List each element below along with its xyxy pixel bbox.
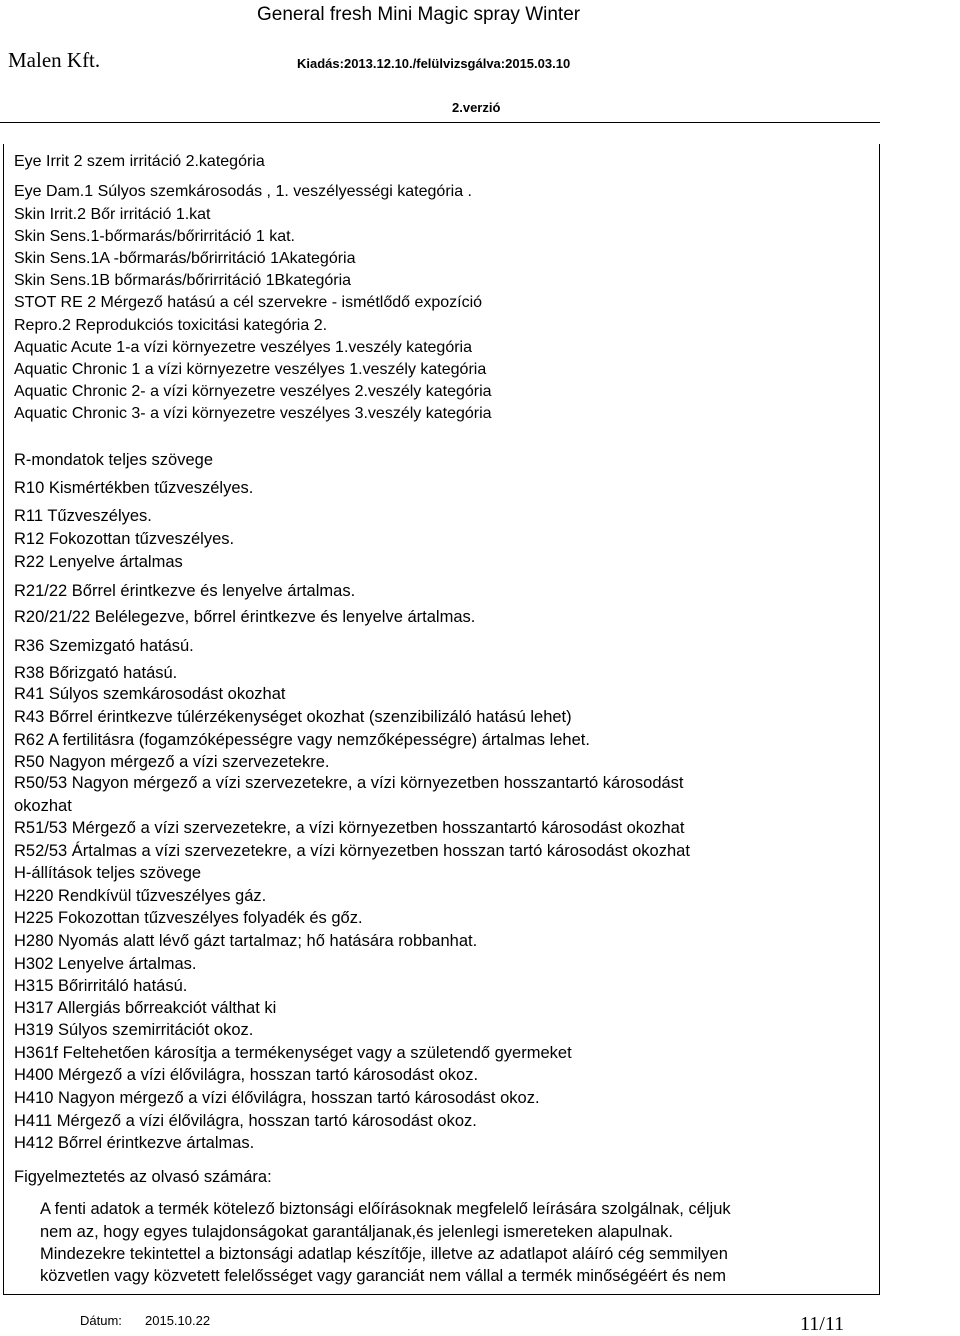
r-phrase-item: R43 Bőrrel érintkezve túlérzékenységet okozhat (szenzibilizáló hatású lehet) [14, 708, 572, 726]
document-title: General fresh Mini Magic spray Winter [257, 4, 581, 25]
r-phrase-item: R11 Tűzveszélyes. [14, 507, 152, 525]
footer-date: 2015.10.22 [145, 1313, 211, 1328]
h-statement-item: H225 Fokozottan tűzveszélyes folyadék és gőz. [14, 909, 363, 927]
hazard-class-item: Skin Irrit.2 Bőr irritáció 1.kat [14, 206, 211, 223]
h-statement-item: H302 Lenyelve ártalmas. [14, 955, 197, 973]
warning-line: A fenti adatok a termék kötelező biztonsági előírásoknak megfelelő leírására szolgálnak, céljuk [40, 1200, 731, 1218]
r-phrases-heading: R-mondatok teljes szövege [14, 451, 214, 469]
r-phrase-item: R50 Nagyon mérgező a vízi szervezetekre. [14, 753, 330, 771]
h-statement-item: H361f Feltehetően károsítja a termékenységet vagy a születendő gyermeket [14, 1044, 572, 1062]
warning-line: közvetlen vagy közvetett felelősséget vagy garanciát nem vállal a termék minőségéért és nem [40, 1267, 727, 1285]
hazard-class-item: Repro.2 Reprodukciós toxicitási kategória 2. [14, 317, 328, 334]
r-phrase-item: R38 Bőrizgató hatású. [14, 664, 178, 682]
hazard-class-item: Skin Sens.1-bőrmarás/bőrirritáció 1 kat. [14, 228, 295, 245]
r-phrase-item: R12 Fokozottan tűzveszélyes. [14, 530, 235, 548]
h-statements-heading: H-állítások teljes szövege [14, 864, 202, 882]
h-statement-item: H412 Bőrrel érintkezve ártalmas. [14, 1134, 255, 1152]
warning-line: Mindezekre tekintettel a biztonsági adatlap készítője, illetve az adatlapot aláíró cég semmilyen [40, 1245, 728, 1263]
issue-date: Kiadás:2013.12.10./felülvizsgálva:2015.03.10 [297, 56, 571, 71]
warning-line: nem az, hogy egyes tulajdonságokat garantáljanak,és jelenlegi ismereteken alapulnak. [40, 1223, 673, 1241]
r-phrase-item: R41 Súlyos szemkárosodást okozhat [14, 685, 286, 703]
hazard-class-item: Aquatic Chronic 3- a vízi környezetre veszélyes 3.veszély kategória [14, 405, 492, 422]
r-phrase-item: R22 Lenyelve ártalmas [14, 553, 183, 571]
hazard-class-item: Eye Irrit 2 szem irritáció 2.kategória [14, 153, 265, 170]
r-phrase-item: R51/53 Mérgező a vízi szervezetekre, a vízi környezetben hosszantartó károsodást okozhat [14, 819, 685, 837]
h-statement-item: H315 Bőrirritáló hatású. [14, 977, 188, 995]
warning-heading: Figyelmeztetés az olvasó számára: [14, 1168, 272, 1186]
h-statement-item: H400 Mérgező a vízi élővilágra, hosszan tartó károsodást okoz. [14, 1066, 479, 1084]
r-phrase-item: R36 Szemizgató hatású. [14, 637, 194, 655]
r-phrase-item: R10 Kismértékben tűzveszélyes. [14, 479, 254, 497]
footer-date-label: Dátum: [80, 1313, 122, 1328]
hazard-class-item: Eye Dam.1 Súlyos szemkárosodás , 1. veszélyességi kategória . [14, 183, 472, 200]
hazard-class-item: Aquatic Chronic 1 a vízi környezetre veszélyes 1.veszély kategória [14, 361, 487, 378]
hazard-class-item: Aquatic Acute 1-a vízi környezetre veszélyes 1.veszély kategória [14, 339, 472, 356]
frame-left-border [3, 144, 4, 1294]
h-statement-item: H411 Mérgező a vízi élővilágra, hosszan tartó károsodást okoz. [14, 1112, 477, 1130]
h-statement-item: H410 Nagyon mérgező a vízi élővilágra, hosszan tartó károsodást okoz. [14, 1089, 540, 1107]
company-name: Malen Kft. [8, 48, 101, 72]
r-phrase-item: okozhat [14, 797, 72, 815]
version-label: 2.verzió [452, 100, 501, 115]
h-statement-item: H220 Rendkívül tűzveszélyes gáz. [14, 887, 267, 905]
hazard-class-item: STOT RE 2 Mérgező hatású a cél szervekre - ismétlődő expozíció [14, 294, 483, 311]
page-number: 11/11 [800, 1313, 845, 1335]
r-phrase-item: R62 A fertilitásra (fogamzóképességre vagy nemzőképességre) ártalmas lehet. [14, 731, 590, 749]
h-statement-item: H319 Súlyos szemirritációt okoz. [14, 1021, 254, 1039]
header-separator [0, 122, 880, 123]
hazard-class-item: Skin Sens.1B bőrmarás/bőrirritáció 1Bkategória [14, 272, 352, 289]
hazard-class-item: Aquatic Chronic 2- a vízi környezetre veszélyes 2.veszély kategória [14, 383, 492, 400]
h-statement-item: H317 Allergiás bőrreakciót válthat ki [14, 999, 277, 1017]
r-phrase-item: R21/22 Bőrrel érintkezve és lenyelve ártalmas. [14, 582, 356, 600]
footer-separator [3, 1294, 880, 1295]
h-statement-item: H280 Nyomás alatt lévő gázt tartalmaz; hő hatására robbanhat. [14, 932, 478, 950]
r-phrase-item: R52/53 Ártalmas a vízi szervezetekre, a vízi környezetben hosszan tartó károsodást okozhat [14, 842, 690, 860]
r-phrase-item: R50/53 Nagyon mérgező a vízi szervezetekre, a vízi környezetben hosszantartó károsodást [14, 774, 684, 792]
hazard-class-item: Skin Sens.1A -bőrmarás/bőrirritáció 1Akategória [14, 250, 356, 267]
frame-right-border [879, 144, 880, 1294]
r-phrase-item: R20/21/22 Belélegezve, bőrrel érintkezve és lenyelve ártalmas. [14, 608, 476, 626]
